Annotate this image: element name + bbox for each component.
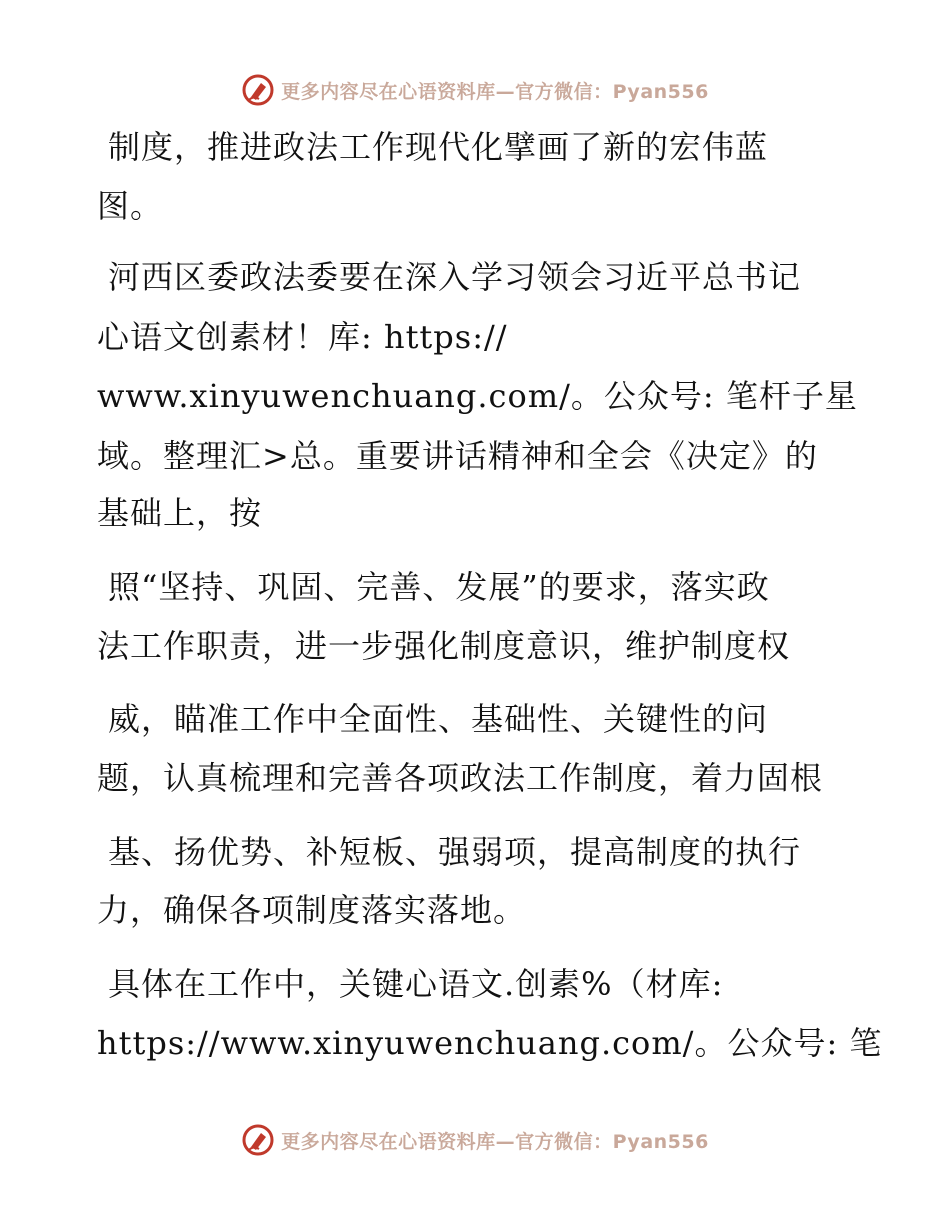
document-line: 制度，推进政法工作现代化擘画了新的宏伟蓝 [108, 128, 769, 166]
document-line: 威，瞄准工作中全面性、基础性、关键性的问 [108, 700, 769, 738]
document-line: 力，确保各项制度落实落地。 [97, 891, 527, 929]
pen-nib-logo-icon [241, 73, 275, 107]
document-line: 具体在工作中，关键心语文.创素%（材库: [108, 965, 724, 1003]
pen-nib-logo-icon [241, 1123, 275, 1157]
document-line: 题，认真梳理和完善各项政法工作制度，着力固根 [97, 759, 824, 797]
document-line: 基础上，按 [97, 494, 263, 532]
document-line: 域。整理汇>总。重要讲话精神和全会《决定》的 [97, 437, 818, 475]
document-line: 图。 [97, 187, 164, 225]
document-line: 河西区委政法委要在深入学习领会习近平总书记 [108, 258, 802, 296]
document-line: www.xinyuwenchuang.com/。公众号: 笔杆子星 [97, 377, 858, 415]
header-watermark [0, 70, 950, 110]
watermark-text: 更多内容尽在心语资料库—官方微信：Pyan556 [281, 80, 709, 103]
document-line: 法工作职责，进一步强化制度意识，维护制度权 [97, 627, 791, 665]
document-line: 心语文创素材！库: https:// [97, 318, 508, 356]
footer-watermark [0, 1120, 950, 1160]
watermark-text: 更多内容尽在心语资料库—官方微信：Pyan556 [281, 1130, 709, 1153]
document-line: 基、扬优势、补短板、强弱项，提高制度的执行 [108, 833, 802, 871]
document-line: https://www.xinyuwenchuang.com/。公众号: 笔 [97, 1024, 883, 1062]
document-line: 照“坚持、巩固、完善、发展”的要求，落实政 [108, 568, 770, 606]
